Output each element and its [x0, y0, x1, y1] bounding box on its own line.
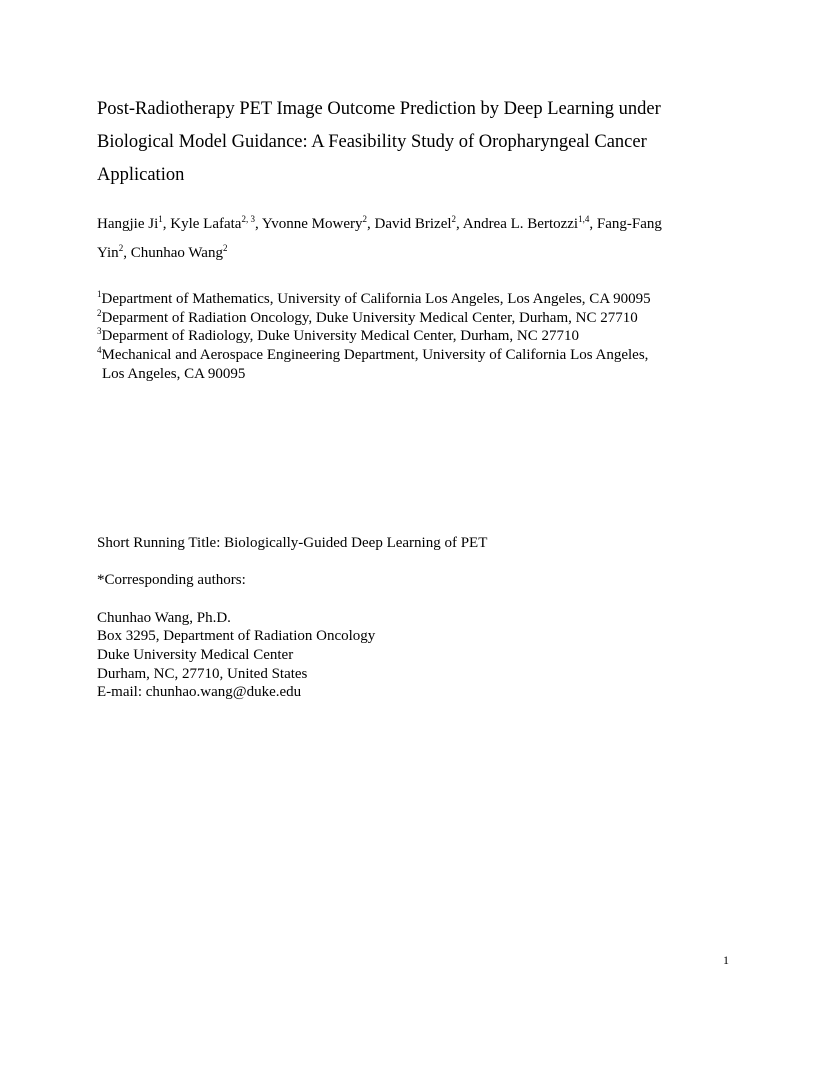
affiliation-3: [97, 327, 579, 345]
author-separator: ,: [254, 216, 262, 232]
author-affiliation-mark: 1: [158, 214, 163, 224]
corresponding-name: Chunhao Wang, Ph.D.: [97, 610, 231, 626]
affiliation-number: 1: [97, 289, 102, 299]
corresponding-label: *Corresponding authors:: [97, 572, 246, 588]
corresponding-address-line-2: Duke University Medical Center: [97, 647, 294, 663]
page-number: 1: [723, 953, 729, 967]
author-list-line-1: [97, 215, 662, 233]
author-separator: ,: [123, 245, 131, 261]
author-name: Yin: [97, 245, 119, 261]
author-list-line-2: [97, 244, 227, 262]
affiliation-text: Mechanical and Aerospace Engineering Department, University of California Los Angeles,: [101, 347, 649, 363]
author-name: Andrea L. Bertozzi: [462, 216, 579, 232]
author-name: Kyle Lafata: [170, 216, 242, 232]
author-affiliation-mark: 2: [118, 243, 124, 253]
running-title: Short Running Title: Biologically-Guided Deep Learning of PET: [97, 535, 488, 551]
author-name: Chunhao Wang: [130, 245, 223, 261]
corresponding-email[interactable]: E-mail: chunhao.wang@duke.edu: [97, 684, 302, 700]
author-affiliation-mark: 2: [362, 214, 367, 224]
affiliation-text: Los Angeles, CA 90095: [102, 366, 246, 382]
affiliation-1: [97, 290, 651, 308]
affiliation-text: Deparment of Radiology, Duke University Medical Center, Durham, NC 27710: [101, 328, 579, 344]
affiliation-number: 2: [97, 308, 102, 318]
affiliation-4: [97, 346, 648, 364]
corresponding-address-line-1: Box 3295, Department of Radiation Oncology: [97, 628, 376, 644]
affiliation-text: Deparment of Radiation Oncology, Duke University Medical Center, Durham, NC 27710: [101, 310, 638, 326]
affiliation-2: [97, 309, 638, 327]
author-separator: ,: [589, 216, 597, 232]
affiliation-number: 3: [97, 326, 102, 336]
author-name: Yvonne Mowery: [261, 216, 363, 232]
affiliation-number: 4: [97, 345, 102, 355]
author-affiliation-mark: 2, 3: [241, 214, 255, 224]
author-separator: ,: [366, 216, 375, 232]
author-affiliation-mark: 2: [222, 243, 228, 253]
author-affiliation-mark: 2: [451, 214, 457, 224]
author-name: Fang-Fang: [596, 216, 662, 232]
author-name: David Brizel: [374, 216, 452, 232]
title-line-1: Post-Radiotherapy PET Image Outcome Prediction by Deep Learning under: [97, 99, 661, 119]
author-separator: ,: [456, 216, 463, 232]
author-affiliation-mark: 1,4: [578, 214, 590, 224]
title-line-2: Biological Model Guidance: A Feasibility Study of Oropharyngeal Cancer: [97, 132, 647, 152]
corresponding-address-line-3: Durham, NC, 27710, United States: [97, 666, 308, 682]
title-line-3: Application: [97, 165, 185, 185]
affiliation-text: Department of Mathematics, University of California Los Angeles, Los Angeles, CA 90095: [101, 291, 651, 307]
author-name: Hangjie Ji: [97, 216, 159, 232]
affiliation-4-continued: [102, 365, 245, 383]
author-separator: ,: [162, 216, 171, 232]
